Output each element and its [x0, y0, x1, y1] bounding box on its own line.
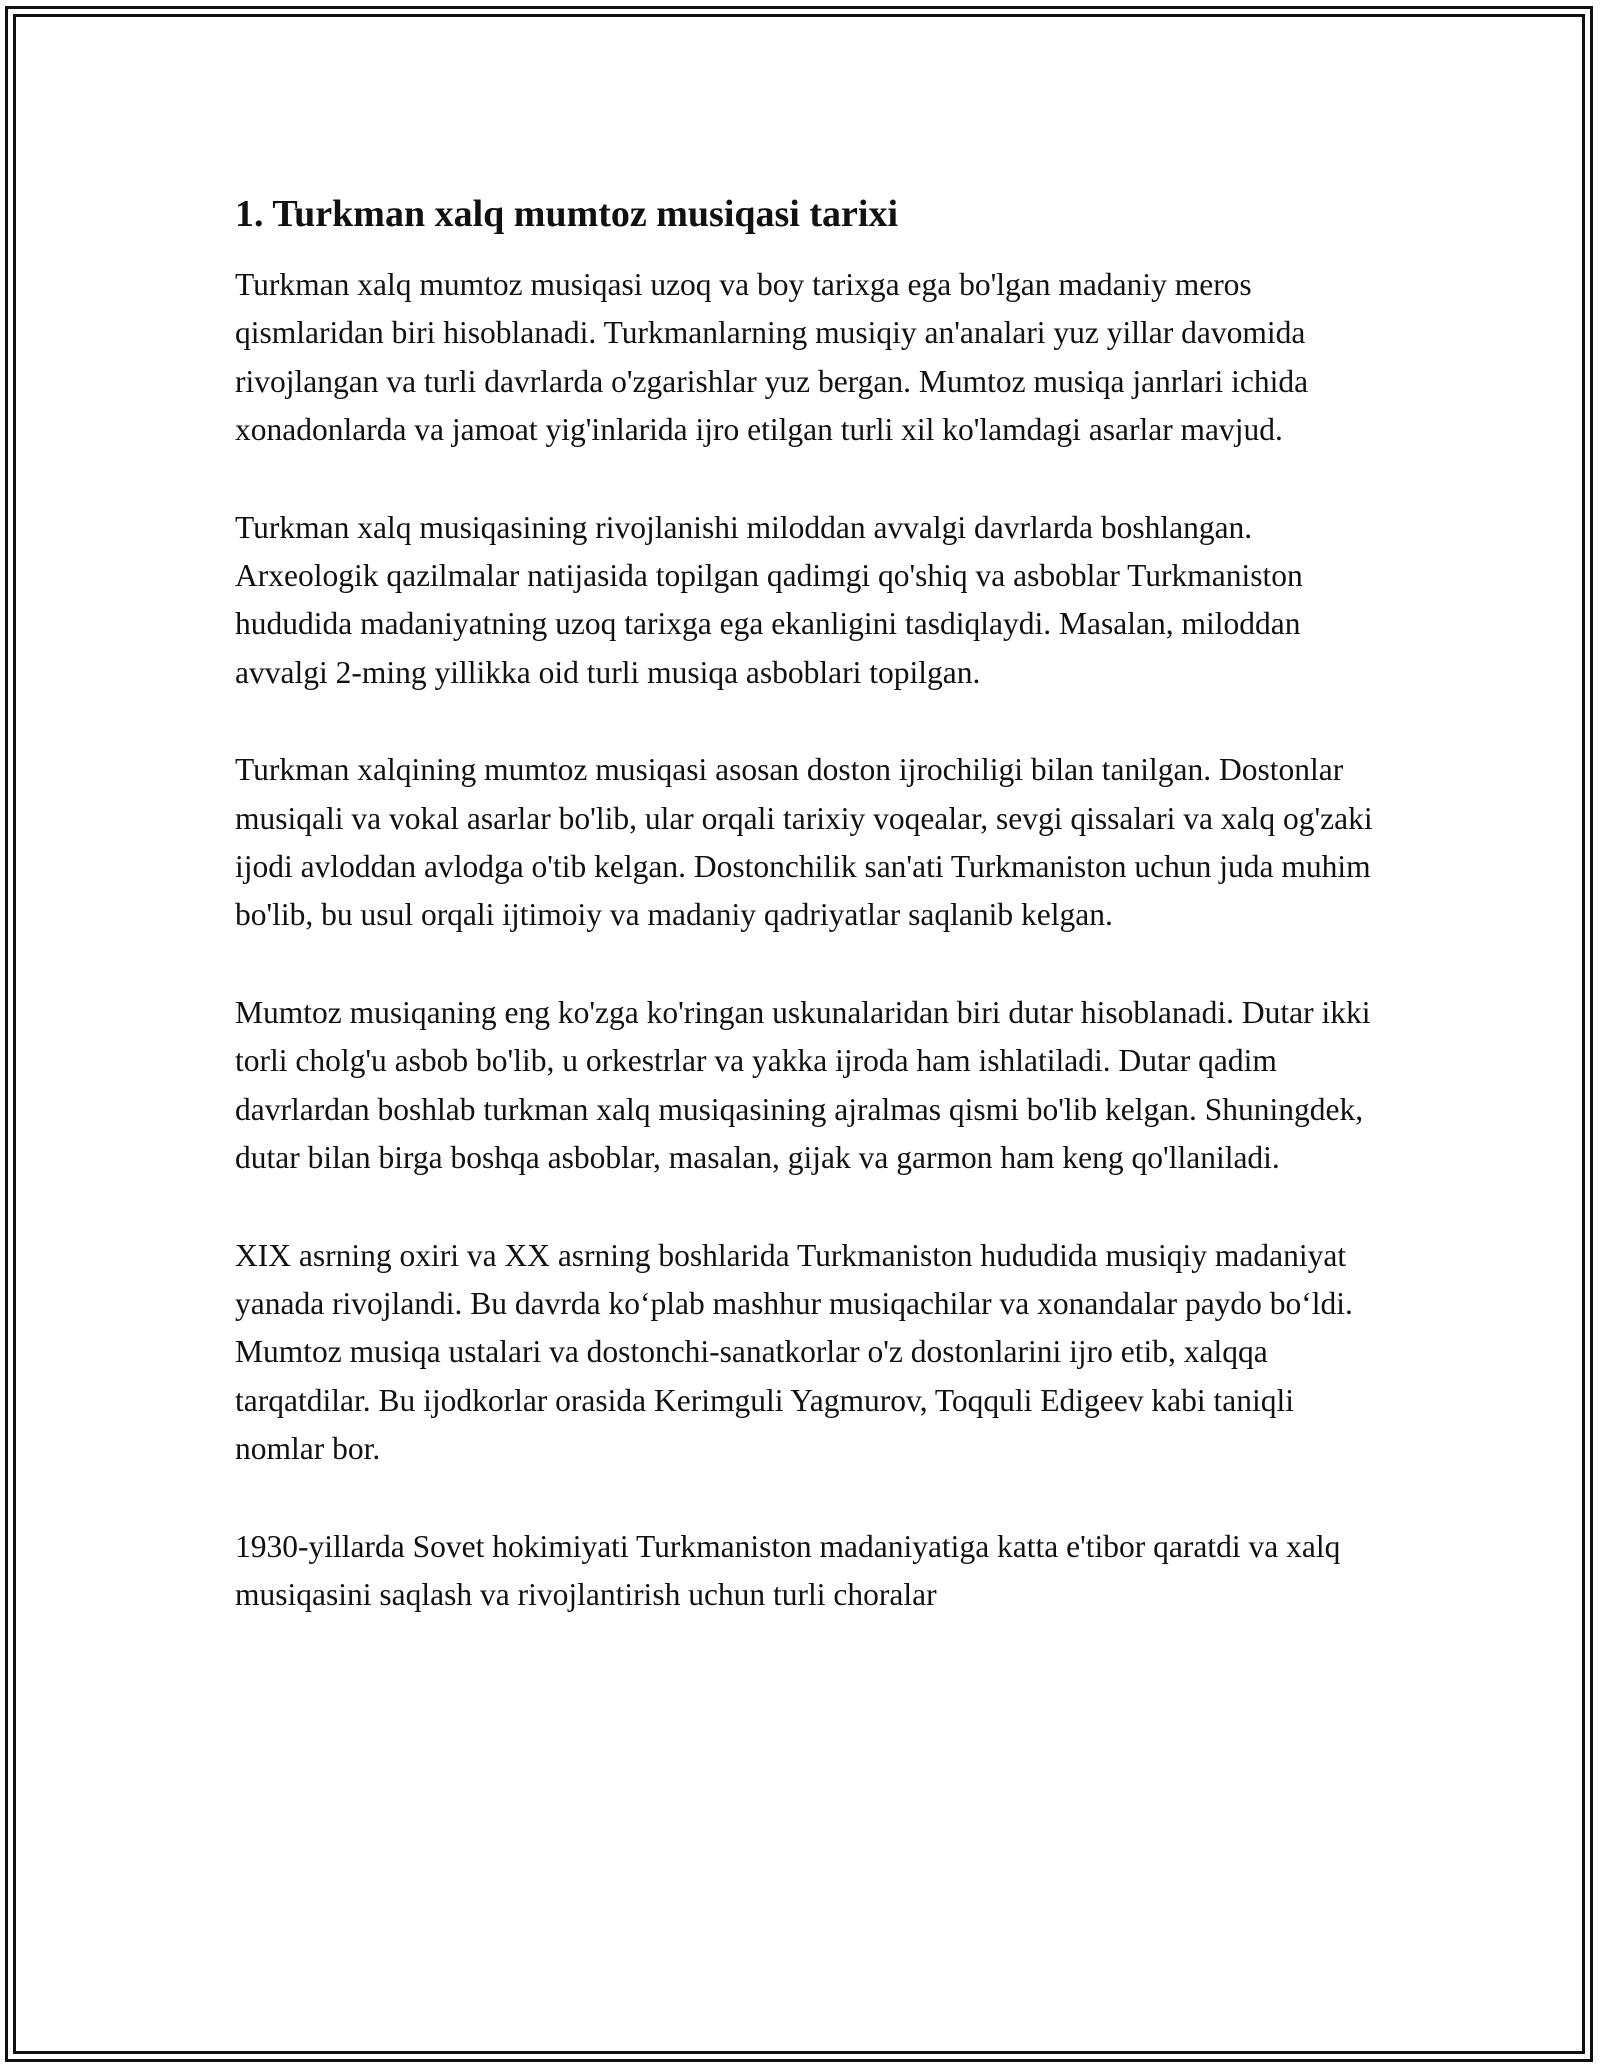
paragraph-history-intro: Turkman xalq mumtoz musiqasi uzoq va boy tarixga ega bo'lgan madaniy meros qismlaridan biri hisoblanadi. Turkmanlarning musiqiy an'analari yuz yillar davomida rivojlangan va turli davrlarda o'zgarishlar yuz bergan. Mumtoz musiqa janrlari ichida xonadonlarda va jamoat yig'inlarida ijro etilgan turli xil ko'lamdagi asarlar mavjud. [235, 267, 1309, 448]
paragraph-19th-20th-century: XIX asrning oxiri va XX asrning boshlarida Turkmaniston hududida musiqiy madaniyat yanada rivojlandi. Bu davrda ko‘plab mashhur musiqachilar va xonandalar paydo bo‘ldi. Mumtoz musiqa ustalari va dostonchi-sanatkorlar o'z dostonlarini ijro etib, xalqqa tarqatdilar. Bu ijodkorlar orasida Kerimguli Yagmurov, Toqquli Edigeev kabi taniqli nomlar bor. [235, 1237, 1353, 1467]
paragraph-soviet-era: 1930-yillarda Sovet hokimiyati Turkmaniston madaniyatiga katta e'tibor qaratdi va xalq musiqasini saqlash va rivojlantirish uchun turli choralar [235, 1528, 1341, 1612]
paragraph-dutar-instrument: Mumtoz musiqaning eng ko'zga ko'ringan uskunalaridan biri dutar hisoblanadi. Dutar ikki torli cholg'u asbob bo'lib, u orkestrlar va yakka ijroda ham ishlatiladi. Dutar qadim davrlardan boshlab turkman xalq musiqasining ajralmas qismi bo'lib kelgan. Shuningdek, dutar bilan birga boshqa asboblar, masalan, gijak va garmon ham keng qo'llaniladi. [235, 994, 1371, 1176]
paragraph-ancient-origins: Turkman xalq musiqasining rivojlanishi miloddan avvalgi davrlarda boshlangan. Arxeologik qazilmalar natijasida topilgan qadimgi qo'shiq va asboblar Turkmaniston hududida madaniyatning uzoq tarixga ega ekanligini tasdiqlaydi. Masalan, miloddan avvalgi 2-ming yillikka oid turli musiqa asboblari topilgan. [235, 509, 1303, 690]
page-title: 1. Turkman xalq mumtoz musiqasi tarixi [235, 193, 898, 235]
paragraph-doston-tradition: Turkman xalqining mumtoz musiqasi asosan doston ijrochiligi bilan tanilgan. Dostonlar musiqali va vokal asarlar bo'lib, ular orqali tarixiy voqealar, sevgi qissalari va xalq og'zaki ijodi avloddan avlodga o'tib kelgan. Dostonchilik san'ati Turkmaniston uchun juda muhim bo'lib, bu usul orqali ijtimoiy va madaniy qadriyatlar saqlanib kelgan. [235, 752, 1373, 933]
document-body [235, 185, 1375, 1619]
